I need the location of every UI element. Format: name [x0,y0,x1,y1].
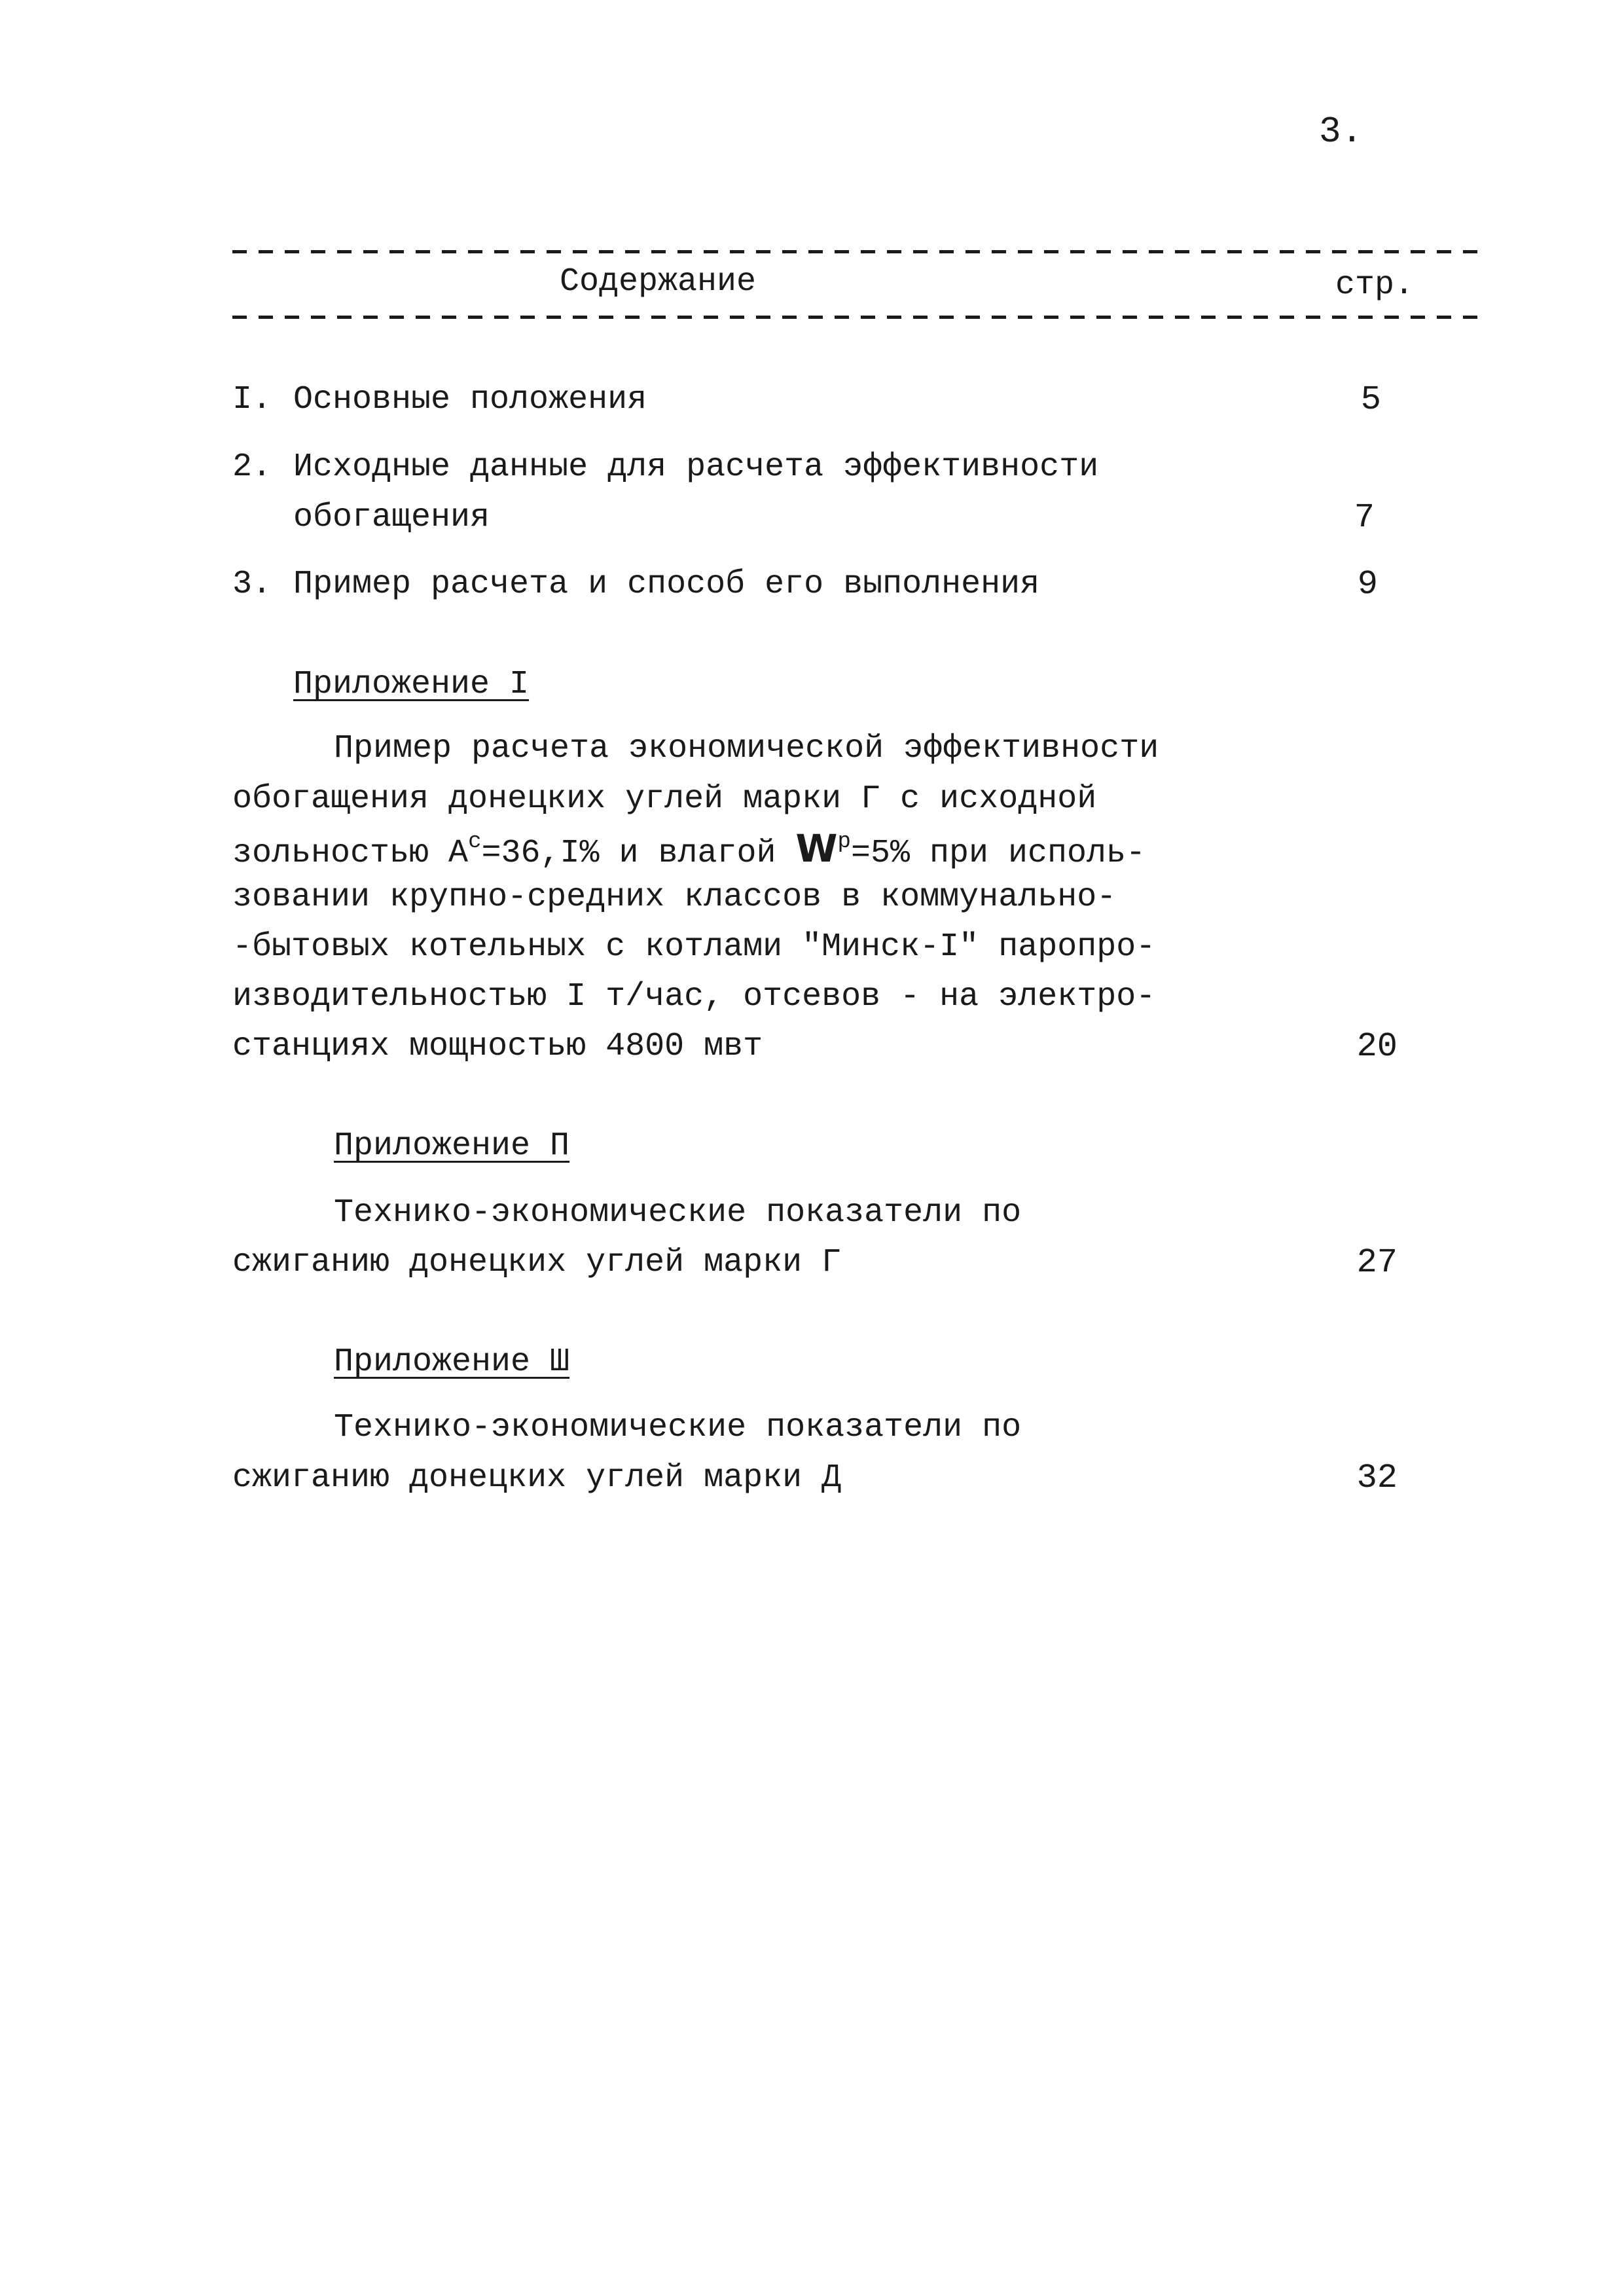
toc-item-2-page: 7 [1354,498,1375,537]
appendix-2-heading: Приложение П [334,1127,570,1165]
toc-item-1-number: I. [232,381,272,418]
moisture-superscript: р [837,829,851,854]
appendix-3-heading: Приложение Ш [334,1343,570,1381]
ash-value: =36,I% и влагой [481,835,796,872]
toc-item-1-title: Основные положения [293,381,647,418]
toc-item-3-page: 9 [1357,565,1378,604]
appendix-1-line-6: изводительностью I т/час, отсевов - на электро- [232,978,1156,1015]
toc-header-title: Содержание [560,263,757,301]
appendix-3-page: 32 [1356,1459,1398,1497]
appendix-3-line-2: сжиганию донецких углей марки Д [232,1459,842,1497]
appendix-1-line-5: -бытовых котельных с котлами "Минск-I" паропро- [232,928,1156,966]
appendix-1-page: 20 [1356,1027,1398,1066]
appendix-2-page: 27 [1356,1243,1398,1282]
appendix-1-line-4: зовании крупно-средних классов в коммунально- [232,879,1117,916]
toc-item-3-number: 3. [232,566,272,603]
appendix-2-line-1: Технико-экономические показатели по [334,1194,1022,1231]
appendix-1-line-7: станциях мощностью 4800 мвт [232,1028,763,1065]
appendix-1-line-3 [232,828,1146,874]
header-top-rule [232,250,1483,253]
appendix-1-heading: Приложение I [293,666,530,703]
header-bottom-rule [232,316,1483,319]
moisture-value: =5% при исполь- [850,835,1146,872]
toc-item-2-title-line1: Исходные данные для расчета эффективности [293,448,1099,486]
appendix-2-line-2: сжиганию донецких углей марки Г [232,1244,842,1281]
moisture-symbol: W [795,826,838,871]
appendix-3-line-1: Технико-экономические показатели по [334,1409,1022,1446]
toc-item-2-number: 2. [232,448,272,486]
appendix-1-line-2: обогащения донецких углей марки Г с исходной [232,780,1097,818]
toc-item-2-title-line2: обогащения [293,499,490,536]
toc-item-3-title: Пример расчета и способ его выполнения [293,566,1040,603]
toc-header-page-label: стр. [1335,266,1415,304]
page-number: 3. [1319,111,1363,153]
ash-label: зольностью А [232,835,469,872]
toc-item-1-page: 5 [1360,380,1381,419]
appendix-1-line-1: Пример расчета экономической эффективности [334,730,1159,767]
ash-superscript: с [468,829,482,854]
